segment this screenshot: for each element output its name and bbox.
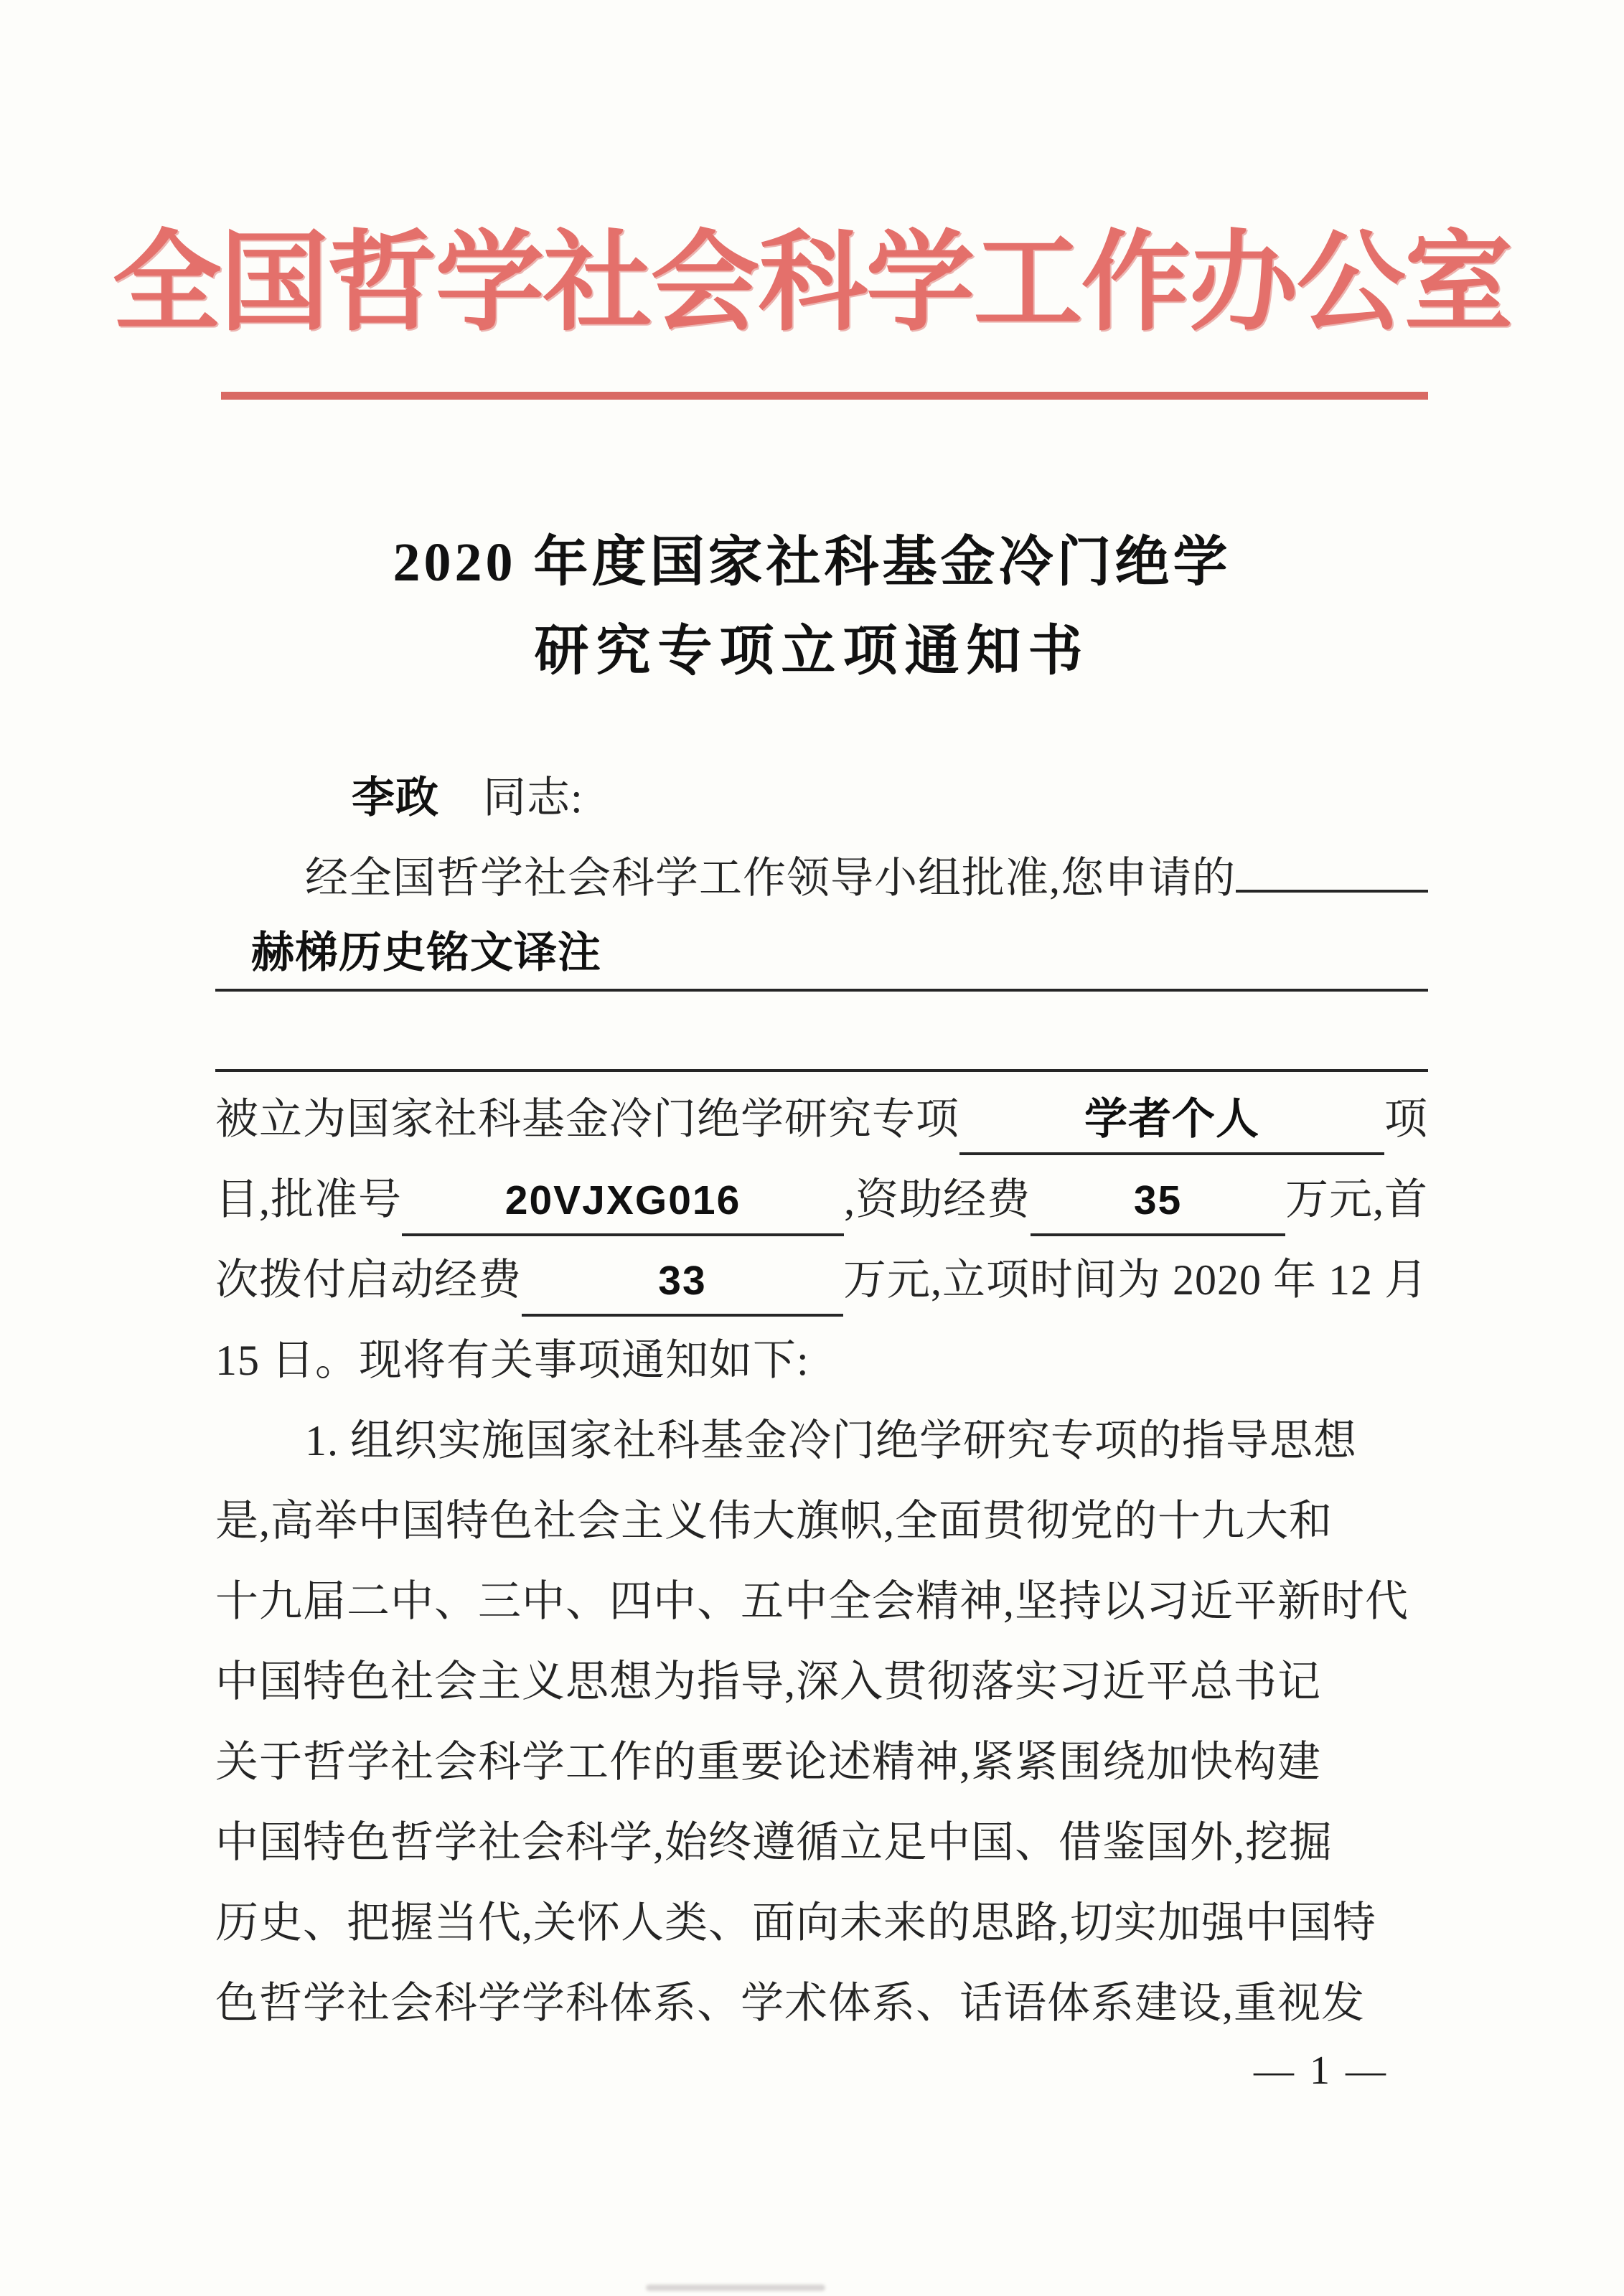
printed-text: ,资助经费 xyxy=(844,1176,1031,1223)
page-number: — 1 — xyxy=(1254,2048,1389,2093)
filled-in-value: 赫梯历史铭文译注 xyxy=(251,929,601,977)
printed-text: 关于哲学社会科学工作的重要论述精神,紧紧围绕加快构建 xyxy=(215,1739,1321,1786)
body-line xyxy=(215,1883,1428,1963)
printed-text: 项 xyxy=(1384,1096,1428,1143)
printed-text: 1. 组织实施国家社科基金冷门绝学研究专项的指导思想 xyxy=(305,1417,1357,1464)
printed-text: 万元,立项时间为 2020 年 12 月 xyxy=(843,1256,1428,1304)
printed-text: 15 日。现将有关事项通知如下: xyxy=(215,1337,809,1384)
body-line xyxy=(215,838,1428,918)
scan-artifact xyxy=(646,2285,825,2291)
document-title-line1: 2020 年度国家社科基金冷门绝学 xyxy=(393,532,1231,593)
form-blank xyxy=(1236,890,1428,893)
printed-text: 色哲学社会科学学科体系、学术体系、话语体系建设,重视发 xyxy=(215,1980,1365,2027)
printed-text: 次拨付启动经费 xyxy=(215,1256,522,1304)
filled-in-value: 李政 xyxy=(352,774,439,822)
body-line xyxy=(215,1401,1428,1481)
body-line xyxy=(215,1159,1428,1240)
letter-body xyxy=(215,758,1428,2043)
printed-text: 同志: xyxy=(439,774,583,822)
printed-text: 历史、把握当代,关怀人类、面向未来的思路,切实加强中国特 xyxy=(215,1899,1376,1947)
blank-ruled-line xyxy=(215,999,1428,1072)
form-blank: 20VJXG016 xyxy=(402,1167,844,1236)
letterhead-org-name: 全国哲学社会科学工作办公室 xyxy=(112,223,1512,344)
printed-text: 万元,首 xyxy=(1285,1176,1429,1223)
body-line xyxy=(215,1963,1428,2043)
printed-text: 被立为国家社科基金冷门绝学研究专项 xyxy=(215,1096,959,1143)
body-line xyxy=(215,1642,1428,1722)
body-line xyxy=(215,1240,1428,1320)
body-line xyxy=(215,1802,1428,1883)
body-line xyxy=(215,1079,1428,1159)
document-title-line2: 研究专项立项通知书 xyxy=(534,621,1090,682)
body-line xyxy=(215,1320,1428,1401)
project-title-line xyxy=(215,918,1428,992)
printed-text: 经全国哲学社会科学工作领导小组批准,您申请的 xyxy=(305,855,1236,902)
printed-text: 目,批准号 xyxy=(215,1176,402,1223)
form-blank: 学者个人 xyxy=(959,1086,1384,1155)
salutation-line xyxy=(215,758,1428,838)
body-line xyxy=(215,1561,1428,1642)
form-blank: 33 xyxy=(522,1248,843,1317)
printed-text: 是,高举中国特色社会主义伟大旗帜,全面贯彻党的十九大和 xyxy=(215,1497,1333,1545)
letterhead-divider-rule xyxy=(221,392,1428,400)
body-line xyxy=(215,1722,1428,1802)
printed-text: 中国特色社会主义思想为指导,深入贯彻落实习近平总书记 xyxy=(215,1658,1321,1705)
printed-text: 中国特色哲学社会科学,始终遵循立足中国、借鉴国外,挖掘 xyxy=(215,1819,1333,1866)
body-line xyxy=(215,1481,1428,1561)
printed-text: 十九届二中、三中、四中、五中全会精神,坚持以习近平新时代 xyxy=(215,1578,1409,1625)
form-blank: 35 xyxy=(1031,1167,1285,1236)
